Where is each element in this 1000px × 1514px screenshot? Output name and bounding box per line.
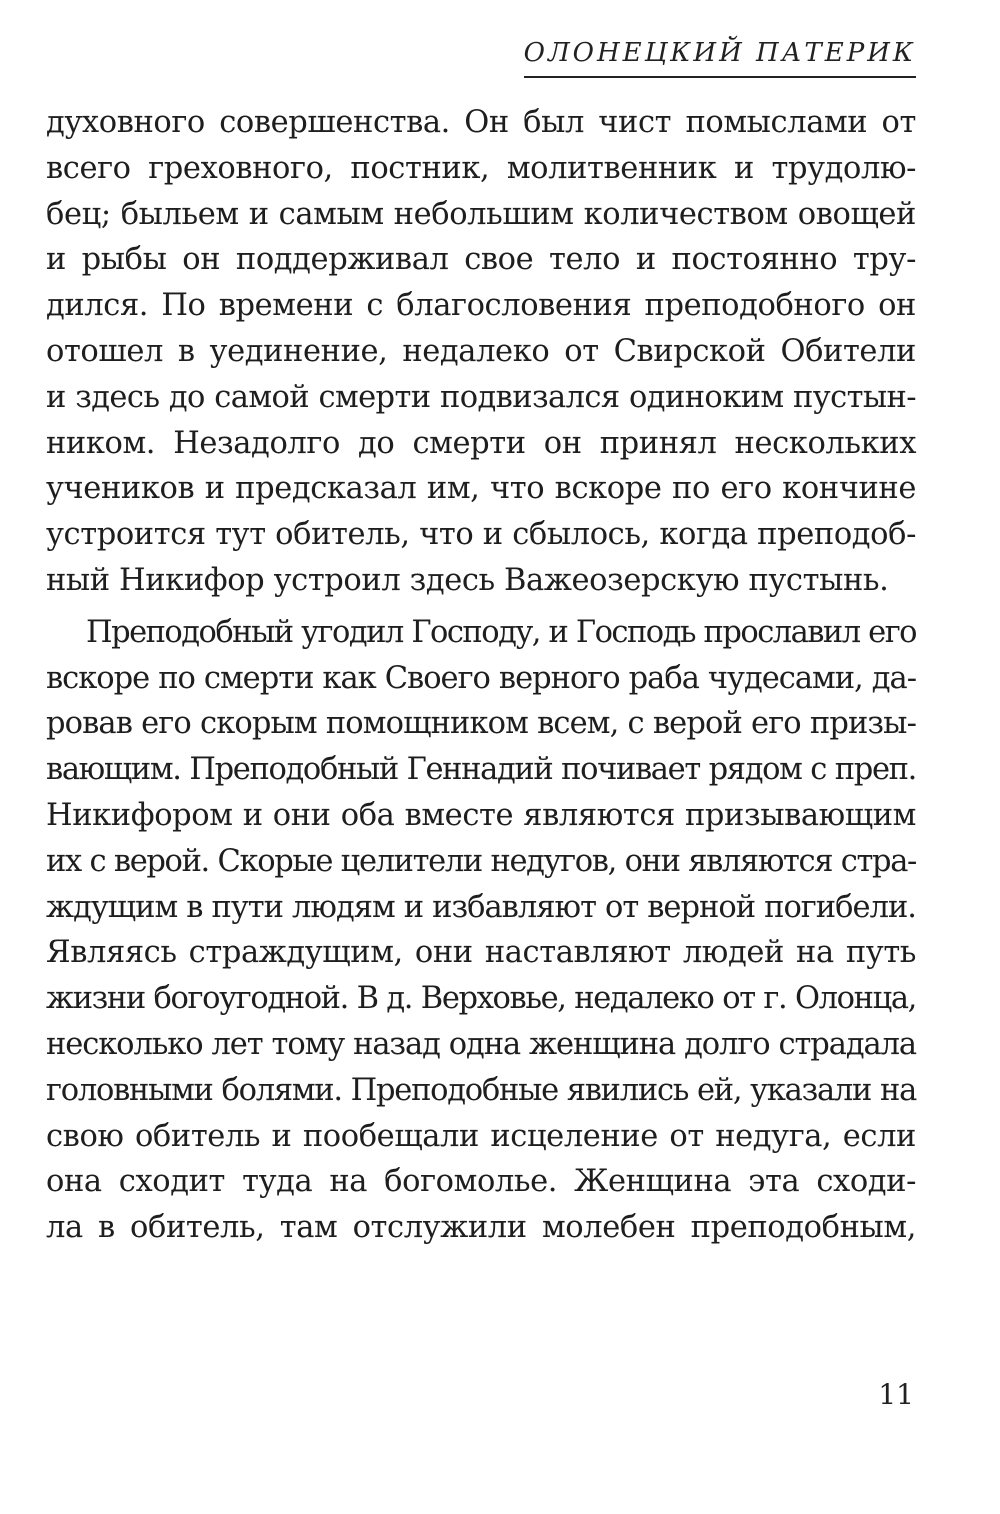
- text-line: головными болями. Преподобные явились ей, указали на: [46, 1072, 916, 1108]
- text-line: их с верой. Скорые целители недугов, они являются стра-: [46, 843, 916, 879]
- text-line: свою обитель и пообещали исцеление от недуга, если: [46, 1118, 916, 1154]
- text-line: и здесь до самой смерти подвизался одиноким пустын-: [46, 379, 916, 415]
- text-line: ный Никифор устроил здесь Важеозерскую пустынь.: [46, 562, 889, 598]
- text-line: ла в обитель, там отслужили молебен преподобным,: [46, 1210, 916, 1246]
- body-text: [46, 100, 916, 1251]
- text-line: вскоре по смерти как Своего верного раба чудесами, да-: [46, 660, 916, 696]
- text-line: устроится тут обитель, что и сбылось, когда преподоб-: [46, 517, 916, 553]
- text-line: учеников и предсказал им, что вскоре по его кончине: [46, 471, 916, 507]
- running-head: ОЛОНЕЦКИЙ ПАТЕРИК: [524, 38, 916, 78]
- text-line: она сходит туда на богомолье. Женщина эта сходи-: [46, 1164, 916, 1200]
- text-line: и рыбы он поддерживал свое тело и постоянно тру-: [46, 242, 916, 278]
- text-line: ником. Незадолго до смерти он принял нескольких: [46, 425, 916, 461]
- text-line: ждущим в пути людям и избавляют от верной погибели.: [46, 889, 916, 925]
- text-line: дился. По времени с благословения преподобного он: [46, 288, 916, 324]
- text-line: вающим. Преподобный Геннадий почивает рядом с преп.: [46, 752, 916, 788]
- text-line: духовного совершенства. Он был чист помыслами от: [46, 105, 916, 140]
- text-line: жизни богоугодной. В д. Верховье, недалеко от г. Олонца,: [46, 981, 916, 1017]
- text-line: Преподобный угодил Господу, и Господь прославил его: [86, 614, 916, 650]
- text-line: Никифором и они оба вместе являются призывающим: [46, 797, 916, 833]
- page-number: 11: [878, 1378, 914, 1411]
- text-line: Являясь страждущим, они наставляют людей на путь: [46, 935, 916, 971]
- text-line: несколько лет тому назад одна женщина долго страдала: [46, 1026, 916, 1062]
- text-line: ровав его скорым помощником всем, с верой его призы-: [46, 706, 916, 742]
- text-line: всего греховного, постник, молитвенник и трудолю-: [46, 150, 916, 186]
- text-line: отошел в уединение, недалеко от Свирской Обители: [46, 333, 916, 369]
- text-line: бец; быльем и самым небольшим количеством овощей: [46, 196, 916, 232]
